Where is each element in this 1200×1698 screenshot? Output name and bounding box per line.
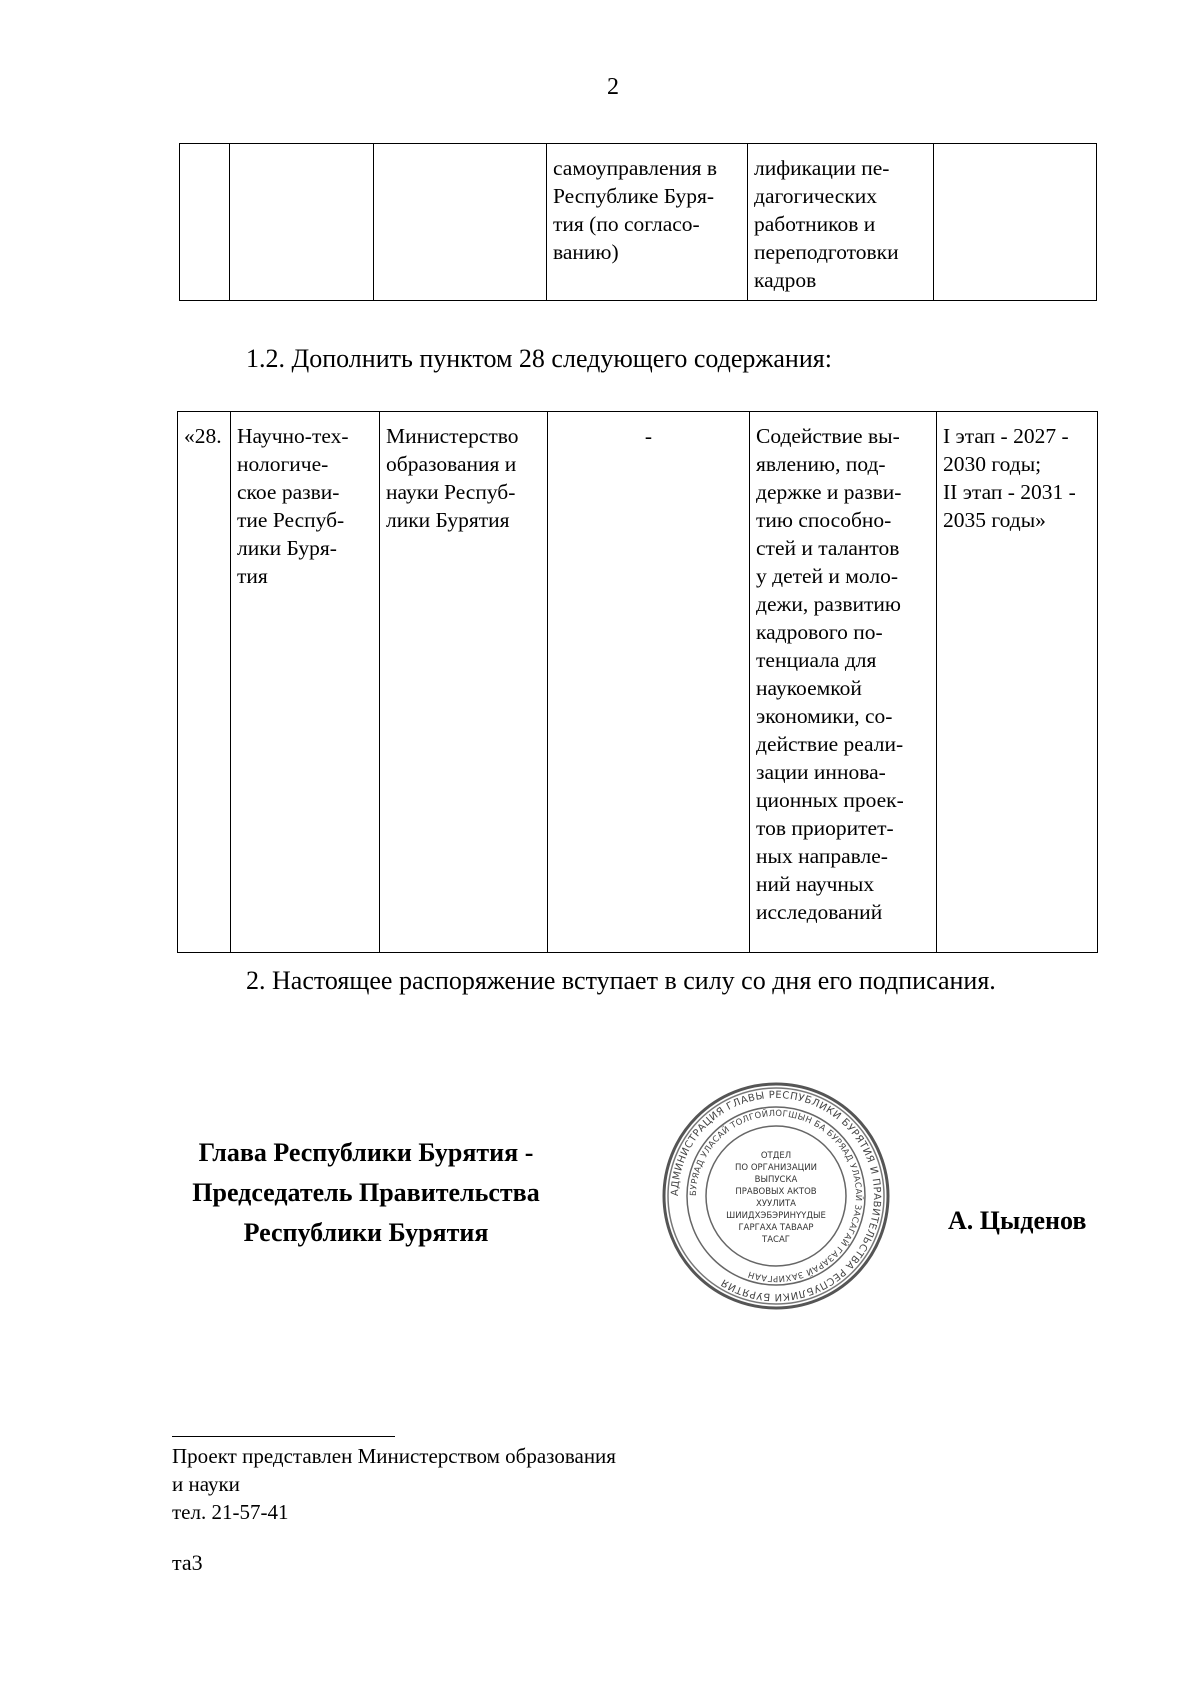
seal-center-line: ПРАВОВЫХ АКТОВ [735, 1187, 817, 1197]
seal-inner-ring-text: БУРЯАД УЛАСАЙ ТОЛГОЙЛОГШЫН БА БУРЯАД УЛАСАЙ ЗАСАГАЙ ГАЗАРАЙ ЗАХИРГААН [688, 1108, 864, 1284]
cell-text: науки Респуб- [386, 480, 516, 504]
cell-text: ское разви- [237, 480, 340, 504]
cell-text: экономики, со- [756, 704, 893, 728]
table-cell-executor [380, 412, 548, 953]
cell-text: стей и талантов [756, 536, 900, 560]
cell-text: нологиче- [237, 452, 329, 476]
effective-date-paragraph: 2. Настоящее распоряжение вступает в силу со дня его подписания. [246, 966, 996, 995]
table-row [180, 144, 1097, 301]
cell-text: образования и [386, 452, 517, 476]
signatory-title [166, 1133, 566, 1253]
cell-text: дежи, развитию [756, 592, 901, 616]
signatory-name: А. Цыденов [948, 1206, 1087, 1235]
cell-text: кадрового по- [756, 620, 883, 644]
seal-center-line: ОТДЕЛ [760, 1151, 792, 1161]
seal-center-line: ХУУЛИТА [756, 1199, 796, 1209]
cell-text: I этап - 2027 - [943, 424, 1069, 448]
cell-text: тие Респуб- [237, 508, 345, 532]
cell-text: Содействие вы- [756, 424, 900, 448]
cell-text: ванию) [553, 240, 619, 264]
cell-text: лификации пе- [754, 156, 890, 180]
table-cell [230, 144, 374, 301]
table-new-item [177, 411, 1098, 953]
footnote [172, 1442, 616, 1526]
page-number: 2 [607, 74, 619, 100]
table-row [178, 412, 1098, 953]
table-cell [934, 144, 1097, 301]
footnote-line: тел. 21-57-41 [172, 1500, 289, 1524]
seal-center-line: ПО ОРГАНИЗАЦИИ [735, 1163, 817, 1173]
signatory-title-line: Республики Бурятия [243, 1218, 489, 1247]
cell-text: Научно-тех- [237, 424, 349, 448]
cell-text: у детей и моло- [756, 564, 899, 588]
cell-text: - [644, 424, 653, 448]
cell-text: Республике Буря- [553, 184, 715, 208]
seal-center-line: ШИИДХЭБЭРИНҮҮДЫЕ [726, 1211, 826, 1221]
table-cell-stages [937, 412, 1098, 953]
cell-text: зации иннова- [756, 760, 886, 784]
cell-text: ных направле- [756, 844, 888, 868]
signatory-title-line: Председатель Правительства [192, 1178, 540, 1207]
cell-text: ний научных [756, 872, 875, 896]
signatory-title-line: Глава Республики Бурятия - [198, 1138, 534, 1167]
table-continuation [179, 143, 1097, 301]
cell-text: Министерство [386, 424, 519, 448]
cell-text: исследований [756, 900, 883, 924]
official-seal [660, 1080, 892, 1312]
table-cell [547, 144, 748, 301]
cell-text: «28. [184, 424, 222, 448]
seal-center-line: ТАСАГ [762, 1235, 790, 1245]
cell-text: лики Буря- [237, 536, 337, 560]
cell-text: ционных проек- [756, 788, 904, 812]
cell-text: II этап - 2031 - [943, 480, 1076, 504]
cell-text: действие реали- [756, 732, 904, 756]
table-cell-name [231, 412, 380, 953]
cell-text: кадров [754, 268, 817, 292]
seal-outer-text: АДМИНИСТРАЦИЯ ГЛАВЫ РЕСПУБЛИКИ БУРЯТИЯ И ПРАВИТЕЛЬСТВА РЕСПУБЛИКИ БУРЯТИЯ [669, 1089, 883, 1303]
cell-text: самоуправления в [553, 156, 718, 180]
cell-text: лики Бурятия [386, 508, 510, 532]
seal-center-line: ВЫПУСКА [754, 1175, 798, 1185]
seal-center-line: ГАРГАХА ТАВААР [738, 1223, 814, 1233]
table-cell [374, 144, 547, 301]
cell-text: работников и [754, 212, 876, 236]
cell-text: тов приоритет- [756, 816, 894, 840]
cell-text: тия [237, 564, 268, 588]
amendment-paragraph: 1.2. Дополнить пунктом 28 следующего содержания: [246, 344, 832, 373]
table-cell-number [178, 412, 231, 953]
cell-text: 2035 годы» [943, 508, 1046, 532]
table-cell-goal [750, 412, 937, 953]
cell-text: тию способно- [756, 508, 892, 532]
cell-text: 2030 годы; [943, 452, 1042, 476]
footnote-line: Проект представлен Министерством образования [172, 1444, 616, 1468]
cell-text: явлению, под- [756, 452, 886, 476]
table-cell [748, 144, 934, 301]
table-cell [180, 144, 230, 301]
cell-text: переподготовки [754, 240, 899, 264]
cell-text: тия (по согласо- [553, 212, 700, 236]
footnote-divider [172, 1436, 395, 1437]
footnote-line: и науки [172, 1472, 240, 1496]
cell-text: наукоемкой [756, 676, 862, 700]
document-code: та3 [172, 1550, 203, 1575]
table-cell-coexecutor [548, 412, 750, 953]
cell-text: держке и разви- [756, 480, 902, 504]
cell-text: тенциала для [756, 648, 877, 672]
cell-text: дагогических [754, 184, 877, 208]
